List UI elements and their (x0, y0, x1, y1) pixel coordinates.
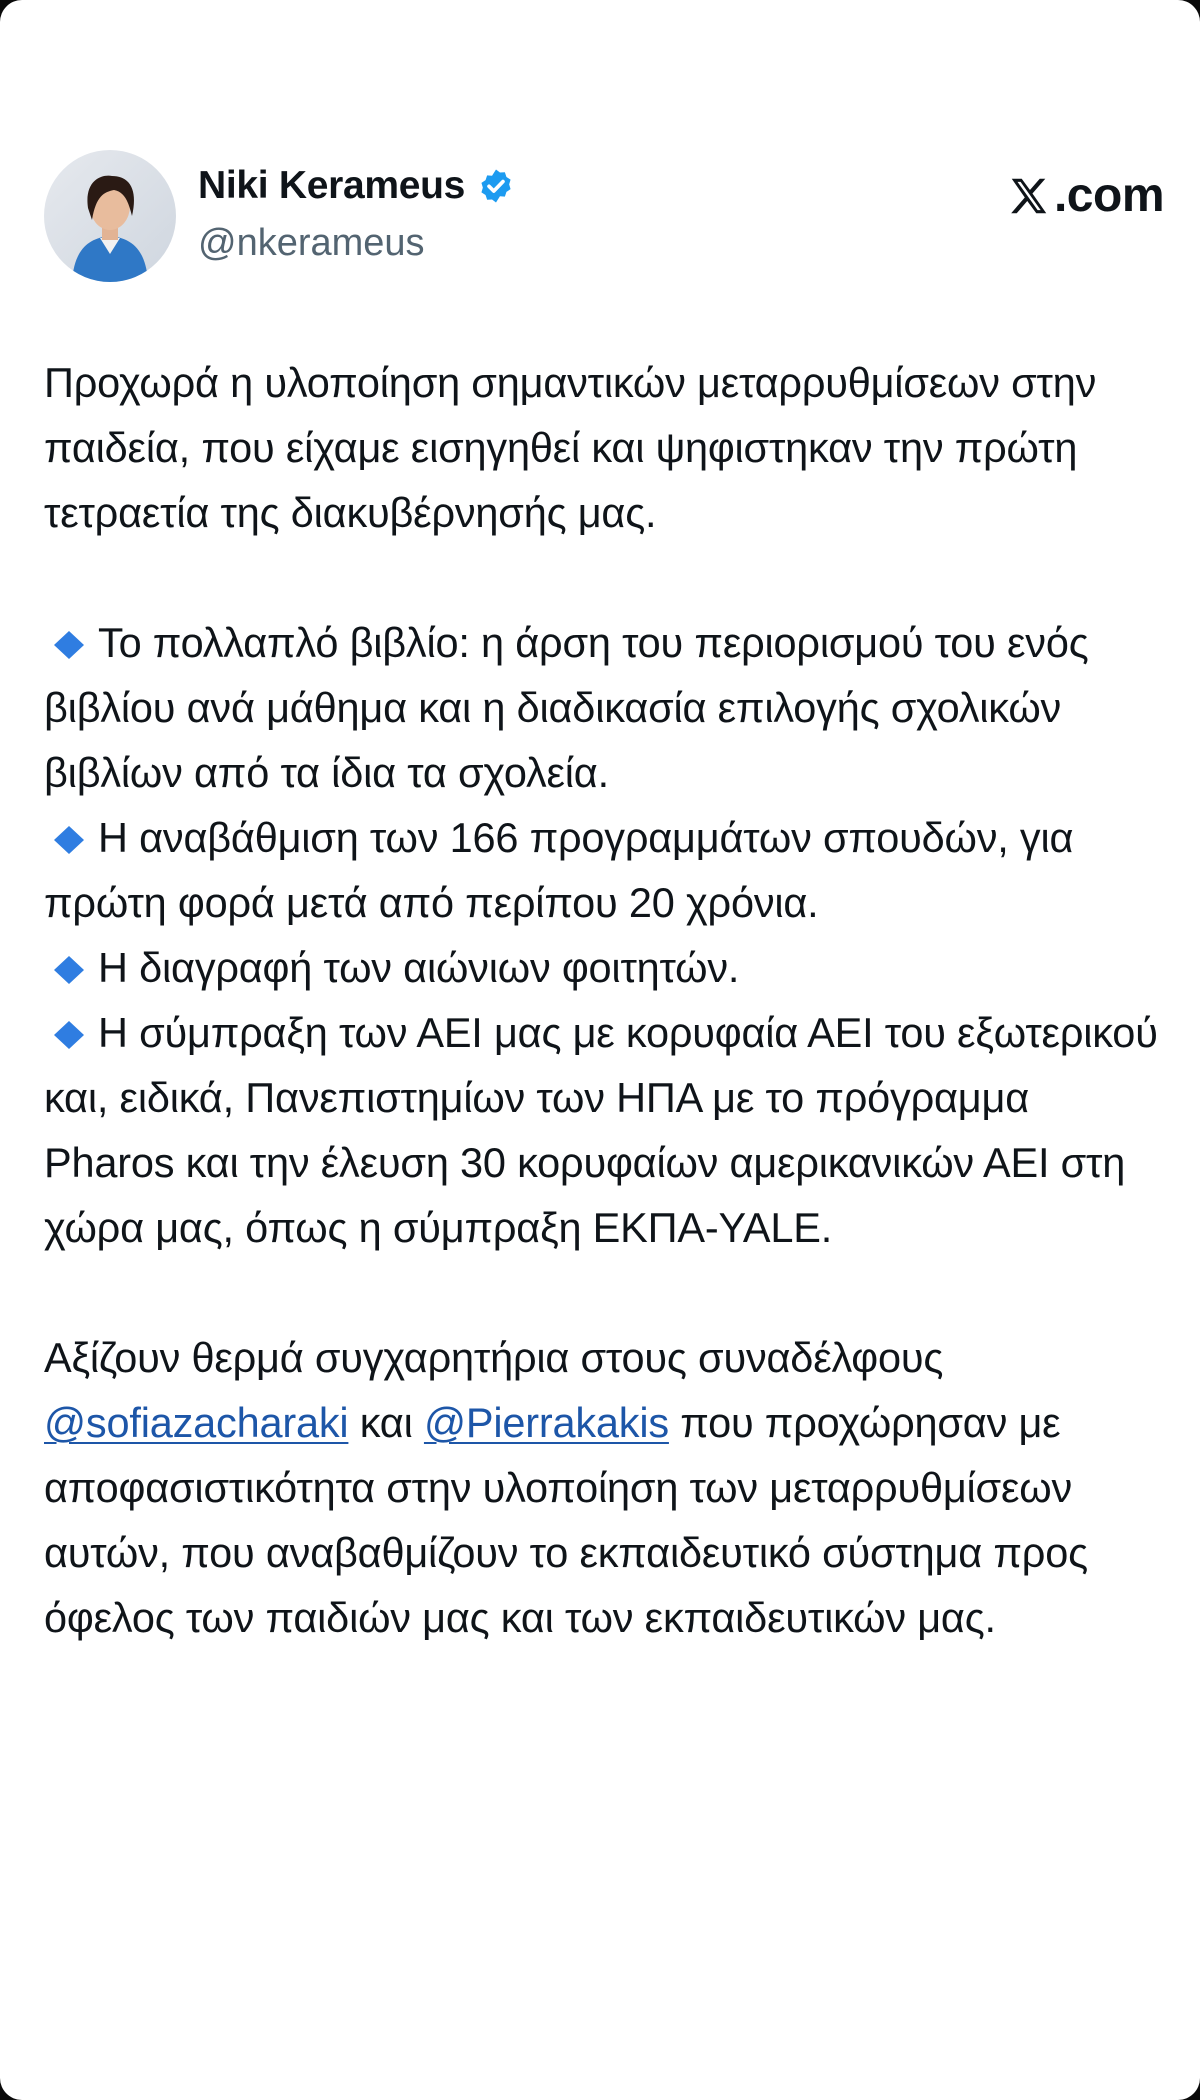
x-logo-icon (1006, 173, 1052, 219)
author-name-row (198, 164, 515, 208)
closing-text-prefix: Αξίζουν θερμά συγχαρητήρια στους συναδέλφους (44, 1334, 944, 1381)
author-display-name[interactable]: Niki Kerameus (198, 164, 466, 207)
mention-link-sofiazacharaki[interactable]: @sofiazacharaki (44, 1399, 349, 1446)
closing-text-suffix: που προχώρησαν με αποφασιστικότητα στην υλοποίηση των μεταρρυθμίσεων αυτών, που αναβαθμίζουν το εκπαιδευτικό σύστημα προς όφελος των παιδιών μας και των εκπαιδευτικών μας. (44, 1399, 1088, 1641)
bullet-text: Η διαγραφή των αιώνιων φοιτητών. (98, 944, 740, 991)
brand-domain: .com (1053, 169, 1164, 222)
post-body (44, 350, 1164, 1650)
bullet-item (44, 610, 1164, 805)
verified-badge-icon (477, 167, 515, 205)
bullet-text: Το πολλαπλό βιβλίο: η άρση του περιορισμού του ενός βιβλίου ανά μάθημα και η διαδικασία επιλογής σχολικών βιβλίων από τα ίδια τα σχολεία. (44, 619, 1089, 796)
author-handle[interactable]: @nkerameus (198, 222, 425, 264)
brand-mark (1006, 168, 1164, 223)
closing-text-connector: και (348, 1399, 424, 1446)
mention-link-pierrakakis[interactable]: @Pierrakakis (423, 1399, 669, 1446)
bullet-item (44, 935, 1164, 1000)
bullet-item (44, 1000, 1164, 1260)
bullet-item (44, 805, 1164, 935)
paragraph-spacer (44, 545, 1164, 610)
blue-diamond-icon (52, 1003, 86, 1033)
bullet-text: Η αναβάθμιση των 166 προγραμμάτων σπουδών, για πρώτη φορά μετά από περίπου 20 χρόνια. (44, 814, 1074, 926)
blue-diamond-icon (52, 613, 86, 643)
post-intro: Προχωρά η υλοποίηση σημαντικών μεταρρυθμίσεων στην παιδεία, που είχαμε εισηγηθεί και ψηφιστηκαν την πρώτη τετραετία της διακυβέρνησής μας. (44, 359, 1097, 536)
post-closing (44, 1325, 1164, 1650)
blue-diamond-icon (52, 938, 86, 968)
avatar[interactable] (44, 150, 176, 282)
paragraph-spacer (44, 1260, 1164, 1325)
blue-diamond-icon (52, 808, 86, 838)
post-header (44, 150, 1164, 290)
bullet-text: Η σύμπραξη των ΑΕΙ μας με κορυφαία ΑΕΙ του εξωτερικού και, ειδικά, Πανεπιστημίων των ΗΠΑ με το πρόγραμμα Pharos και την έλευση 30 κορυφαίων αμερικανικών ΑΕΙ στη χώρα μας, όπως η σύμπραξη ΕΚΠΑ-YALE. (44, 1009, 1158, 1251)
